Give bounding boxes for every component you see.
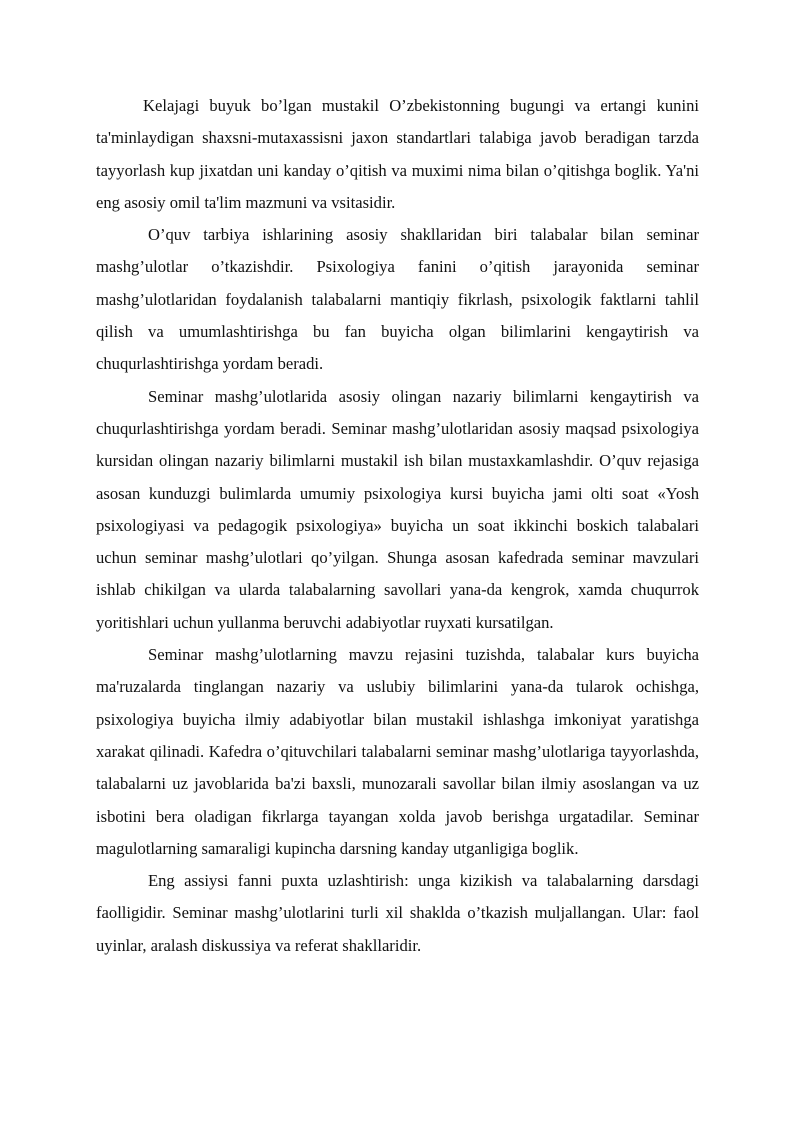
paragraph-1: Kelajagi buyuk bo’lgan mustakil O’zbekistonning bugungi va ertangi kunini ta'minlaydigan shaxsni-mutaxassisni jaxon standartlari talabiga javob beradigan tarzda tayyorlash kup jixatdan uni kanday o’qitish va muximi nima bilan o’qitishga boglik. Ya'ni eng asosiy omil ta'lim mazmuni va vsitasidir.: [96, 96, 699, 212]
paragraph-2: O’quv tarbiya ishlarining asosiy shakllaridan biri talabalar bilan seminar mashg’ulotlar o’tkazishdir. Psixologiya fanini o’qitish jarayonida seminar mashg’ulotlaridan foydalanish talabalarni mantiqiy fikrlash, psixologik faktlarni tahlil qilish va umumlashtirishga bu fan buyicha olgan bilimlarini kengaytirish va chuqurlashtirishga yordam beradi.: [96, 225, 699, 374]
document-page: [96, 90, 699, 962]
paragraph-3: Seminar mashg’ulotlarida asosiy olingan nazariy bilimlarni kengaytirish va chuqurlashtirishga yordam beradi. Seminar mashg’ulotlaridan asosiy maqsad psixologiya kursidan olingan nazariy bilimlarni mustakil ish bilan mustaxkamlashdir. O’quv rejasiga asosan kunduzgi bulimlarda umumiy psixologiya kursi buyicha jami olti soat «Yosh psixologiyasi va pedagogik psixologiya» buyicha un soat ikkinchi boskich talabalari uchun seminar mashg’ulotlari qo’yilgan. Shunga asosan kafedrada seminar mavzulari ishlab chikilgan va ularda talabalarning savollari yana-da kengrok, xamda chuqurrok yoritishlari uchun yullanma beruvchi adabiyotlar ruyxati kursatilgan.: [96, 386, 699, 632]
paragraph-4: Seminar mashg’ulotlarning mavzu rejasini tuzishda, talabalar kurs buyicha ma'ruzalarda tinglangan nazariy va uslubiy bilimlarini yana-da tularok ochishga, psixologiya buyicha ilmiy adabiyotlar bilan mustakil ishlashga imkoniyat yaratishga xarakat qilinadi. Kafedra o’qituvchilari talabalarni seminar mashg’ulotlariga tayyorlashda, talabalarni uz javoblarida ba'zi baxsli, munozarali savollar bilan ilmiy asoslangan va uz isbotini bera oladigan fikrlarga tayangan xolda javob berishga urgatadilar. Seminar magulotlarning samaraligi kupincha darsning kanday utganligiga boglik.: [96, 645, 699, 858]
paragraph-5: Eng assiysi fanni puxta uzlashtirish: unga kizikish va talabalarning darsdagi faolligidir. Seminar mashg’ulotlarini turli xil shaklda o’tkazish muljallangan. Ular: faol uyinlar, aralash diskussiya va referat shakllaridir.: [96, 871, 699, 955]
